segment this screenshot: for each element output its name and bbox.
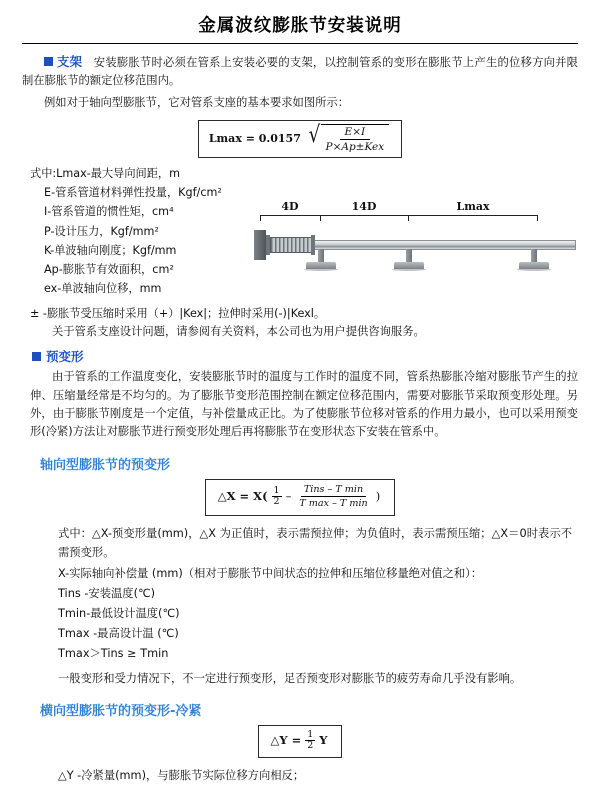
axial-expansion-joint-support-diagram xyxy=(254,186,578,304)
dimension-label-lmax: Lmax xyxy=(456,199,490,213)
support-closing-note: 关于管系支座设计问题，请参阅有关资料，本公司也为用户提供咨询服务。 xyxy=(52,325,425,339)
support-shadow xyxy=(304,268,338,271)
support-heading: 支架 xyxy=(56,54,83,69)
flange xyxy=(266,235,270,255)
definition-item: ± -膨胀节受压缩时采用（+）|Kex|；拉伸时采用(-)|Kexl。 xyxy=(30,306,326,320)
support-stem xyxy=(531,249,537,263)
definition-item: Ap-膨胀节有效面积，cm² xyxy=(44,263,174,277)
support-shadow xyxy=(392,268,426,271)
dimension-label-14d: 14D xyxy=(351,199,377,213)
axial-predeform-item: Tmax -最高设计温 (℃) xyxy=(58,627,179,641)
support-section-first-paragraph xyxy=(22,52,578,91)
one-half-fraction: $\frac{1}{2}$ xyxy=(307,728,314,751)
sqrt-group xyxy=(307,121,389,153)
dimension-label-4d: 4D xyxy=(281,199,299,213)
definition-item: K-单波轴向刚度；Kgf/mm xyxy=(44,243,177,257)
guide-support xyxy=(394,249,424,271)
lmax-formula xyxy=(22,120,578,158)
title-divider xyxy=(22,43,578,44)
symbol-definitions xyxy=(22,164,248,299)
axial-predeform-explain: 式中：△X-预变形量(mm)，△X 为正值时，表示需预拉伸；为负值时，表示需预压缩；△X＝0时表示不需预变形。 xyxy=(58,526,572,559)
axial-predeform-formula xyxy=(22,479,578,516)
minus-sign: – xyxy=(285,489,292,504)
page-title: 金属波纹膨胀节安装说明 xyxy=(198,16,402,36)
lateral-predeform-formula xyxy=(22,725,578,758)
axial-formula-rhs: ) xyxy=(375,489,381,504)
axial-formula-lhs: △X = X( xyxy=(217,489,268,504)
blue-square-icon xyxy=(32,352,41,361)
lmax-formula-lhs: Lmax = 0.0157 xyxy=(208,131,301,145)
pipe-assembly xyxy=(254,216,578,288)
anchor xyxy=(254,230,266,260)
support-shadow xyxy=(517,268,551,271)
support-section xyxy=(22,52,578,112)
axial-predeform-item: Tmin-最低设计温度(℃) xyxy=(58,607,180,621)
radical-icon: √ xyxy=(308,121,321,148)
support-stem xyxy=(406,249,412,263)
lateral-predeform-heading: 横向型膨胀节的预变形-冷紧 xyxy=(40,703,202,719)
definition-item: 式中:Lmax-最大导向间距，m xyxy=(30,166,180,180)
definition-item: I-管系管道的惯性矩，cm⁴ xyxy=(44,205,174,219)
support-paragraph-1: 安装膨胀节时必须在管系上安装必要的支架，以控制管系的变形在膨胀节上产生的位移方向并限制在膨胀节的额定位移范围内。 xyxy=(22,56,578,88)
definition-item: ex-单波轴向位移，mm xyxy=(44,282,162,296)
lateral-predeform-formula-box xyxy=(258,725,343,758)
lateral-formula-rhs: Y xyxy=(319,733,328,748)
axial-predeform-item: Tins -安装温度(℃) xyxy=(58,587,156,601)
axial-predeform-note: 一般变形和受力情况下，不一定进行预变形，足否预变形对膨胀节的疲劳寿命几乎没有影响。 xyxy=(58,671,522,685)
dimension-labels-row xyxy=(254,186,578,216)
definitions-and-diagram xyxy=(22,164,578,304)
support-paragraph-2: 例如对于轴向型膨胀节，它对管系支座的基本要求如图所示： xyxy=(44,95,350,109)
definition-item: P-设计压力，Kgf/mm² xyxy=(44,224,159,238)
blue-square-icon xyxy=(44,57,53,66)
support-stem xyxy=(318,249,324,263)
axial-predeform-heading: 轴向型膨胀节的预变形 xyxy=(40,457,171,473)
lateral-formula-lhs: △Y = xyxy=(270,733,302,748)
axial-predeform-item: Tmax＞Tins ≥ Tmin xyxy=(58,647,169,661)
predeform-heading-row xyxy=(32,347,578,365)
axial-predeform-formula-box xyxy=(205,479,395,516)
lmax-numerator: E×I xyxy=(340,126,371,140)
lmax-denominator: P×Ap±Kex xyxy=(325,140,385,153)
predeform-paragraph: 由于管系的工作温度变化，安装膨胀节时的温度与工作时的温度不同，管系热膨胀冷缩对膨胀节产生的拉伸、压缩量经常是不均匀的。为了膨胀节变形范围控制在额定位移范围内，需要对膨胀节采取预变形处理。另外，由于膨胀节刚度是一个定值，与补偿量成正比。为了使膨胀节位移对管系的作用力最小，也可以采用预变形(冷紧)方法让对膨胀节进行预变形处理后再将膨胀节在变形状态下安装在管系中。 xyxy=(30,370,578,439)
temperature-ratio-fraction: Tins – T min T max – T min xyxy=(299,483,368,509)
lmax-formula-box xyxy=(198,120,402,158)
lateral-predeform-explain: △Y -冷紧量(mm)，与膨胀节实际位移方向相反； xyxy=(58,768,305,782)
guide-support xyxy=(519,249,549,271)
one-half-fraction: 1 2 xyxy=(273,484,280,507)
definition-item: E-管系管道材料弹性投量，Kgf/cm² xyxy=(44,186,222,200)
axial-predeform-item: X-实际轴向补偿量 (mm)（相对于膨胀节中间状态的拉伸和压缩位移量绝对值之和）： xyxy=(58,567,483,581)
lmax-fraction xyxy=(321,124,390,153)
predeform-heading: 预变形 xyxy=(46,349,84,365)
guide-support xyxy=(306,249,336,271)
